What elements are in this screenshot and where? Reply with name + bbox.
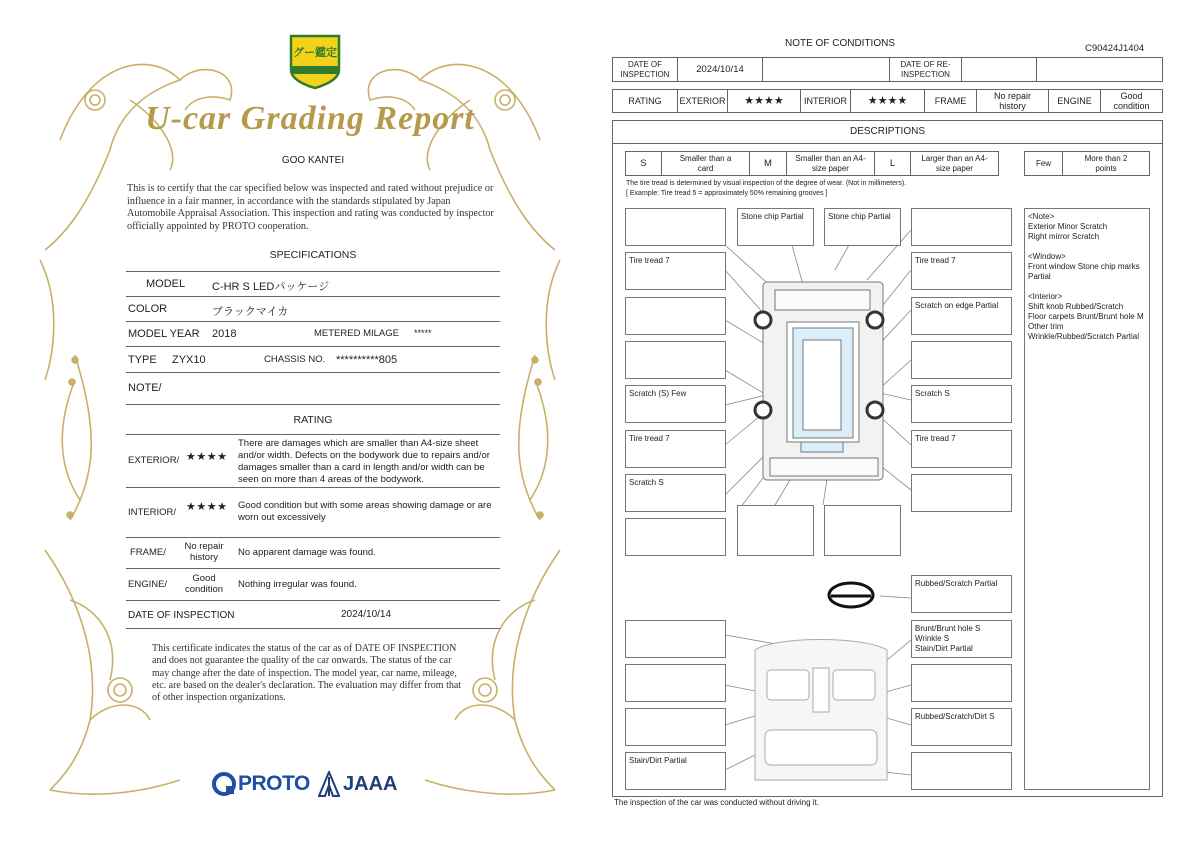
- legend-key-l: L: [874, 151, 911, 176]
- engine-label: ENGINE: [1048, 89, 1101, 113]
- exterior-box-right-6: Tire tread 7: [911, 430, 1012, 468]
- engine-value: Good condition: [184, 573, 224, 595]
- spec-row-model-year: [126, 321, 500, 347]
- rating-row-exterior: [126, 435, 500, 488]
- interior-box-left-1: [625, 620, 726, 658]
- exterior-box-bottom-mid-right: [824, 505, 901, 556]
- date-reinspection-label: DATE OF RE-INSPECTION: [889, 57, 962, 82]
- note-of-conditions-sheet: [605, 0, 1195, 848]
- spec-row-note: [126, 372, 500, 405]
- spec-row-model: [126, 271, 500, 297]
- exterior-stars: ★★★★: [186, 451, 228, 463]
- interior-stars: ★★★★: [850, 89, 925, 113]
- frame-label: FRAME: [924, 89, 977, 113]
- specs-heading: SPECIFICATIONS: [269, 249, 357, 261]
- steering-wheel-icon: [829, 583, 873, 607]
- descriptions-heading: DESCRIPTIONS: [612, 120, 1163, 144]
- goo-kantei-badge: [287, 32, 343, 90]
- engine-desc: Nothing irregular was found.: [238, 579, 357, 590]
- legend-key-s: S: [625, 151, 662, 176]
- tire-note-2: [ Example: Tire tread 5 = approximately 50% remaining grooves ]: [626, 190, 828, 197]
- exterior-box-top-mid-left: Stone chip Partial: [737, 208, 814, 246]
- notes-box: <Note> Exterior Minor Scratch Right mirror Scratch <Window> Front window Stone chip marks Partial <Interior> Shift knob Rubbed/Scratch Floor carpets Brunt/Brunt hole M Other trim Wrinkle/Rubbed/Scratch Partial: [1024, 208, 1150, 790]
- chassis-value: **********805: [336, 354, 398, 366]
- subtitle: GOO KANTEI: [281, 155, 345, 166]
- interior-label: INTERIOR/: [128, 507, 177, 518]
- shield-icon: [287, 32, 343, 90]
- note-label: NOTE/: [128, 382, 162, 394]
- tire-note-1: The tire tread is determined by visual inspection of the degree of wear. (Not in millimeters).: [626, 180, 907, 187]
- legend-key-m: M: [749, 151, 787, 176]
- metered-label: METERED MILAGE: [314, 328, 399, 339]
- legend-key-few: Few: [1024, 151, 1063, 176]
- frame-label: FRAME/: [130, 547, 166, 558]
- date-inspection-label: DATE OF INSPECTION: [612, 57, 678, 82]
- exterior-label: EXTERIOR: [677, 89, 728, 113]
- spec-row-color: [126, 296, 500, 322]
- date-inspection-value: 2024/10/14: [677, 57, 763, 82]
- jaaa-logo: [318, 770, 397, 798]
- model-year-value: 2018: [212, 328, 237, 340]
- metered-value: *****: [414, 328, 432, 338]
- interior-box-right-2: [911, 664, 1012, 702]
- proto-mark-icon: [212, 772, 236, 796]
- exterior-box-left-4: [625, 341, 726, 379]
- exterior-box-right-2: Tire tread 7: [911, 252, 1012, 290]
- exterior-box-right-4: [911, 341, 1012, 379]
- exterior-stars: ★★★★: [727, 89, 801, 113]
- model-year-label: MODEL YEAR: [128, 328, 200, 340]
- spec-row-type: [126, 347, 500, 373]
- model-label: MODEL: [146, 278, 186, 290]
- exterior-box-right-7: [911, 474, 1012, 512]
- sheet-footer: The inspection of the car was conducted without driving it.: [614, 798, 819, 807]
- exterior-box-right-5: Scratch S: [911, 385, 1012, 423]
- color-value: ブラックマイカ: [212, 306, 289, 318]
- interior-box-left-last: Stain/Dirt Partial: [625, 752, 726, 790]
- chassis-label: CHASSIS NO.: [264, 354, 326, 365]
- jaaa-text: JAAA: [343, 772, 398, 795]
- rating-heading: RATING: [293, 414, 333, 426]
- specs-top-rule: [126, 246, 500, 272]
- interior-label: INTERIOR: [800, 89, 851, 113]
- intro-text: This is to certify that the car specified below was inspected and rated without prejudice or influence in a fair manner, in accordance with the standards stipulated by Japan Automobile Appraisal Association. This inspection and rating was conducted by inspector officially appointed by PROTO cooperation.: [127, 183, 494, 232]
- engine-value: Good condition: [1100, 89, 1163, 113]
- exterior-box-left-3: [625, 297, 726, 335]
- jaaa-mark-icon: [318, 771, 340, 797]
- interior-box-right-last: [911, 752, 1012, 790]
- sheet-title: NOTE OF CONDITIONS: [785, 38, 895, 49]
- exterior-box-left-8: [625, 518, 726, 556]
- exterior-box-left-1: [625, 208, 726, 246]
- interior-stars: ★★★★: [186, 501, 228, 513]
- exterior-box-bottom-mid-left: [737, 505, 814, 556]
- exterior-box-left-7: Scratch S: [625, 474, 726, 512]
- exterior-box-top-mid-right: Stone chip Partial: [824, 208, 901, 246]
- interior-box-left-2: [625, 664, 726, 702]
- exterior-box-left-2: Tire tread 7: [625, 252, 726, 290]
- exterior-label: EXTERIOR/: [128, 455, 180, 466]
- rating-row-frame: [126, 538, 500, 569]
- rating-label: RATING: [612, 89, 678, 113]
- frame-value: No repair history: [976, 89, 1049, 113]
- legend-text-l: Larger than an A4-size paper: [910, 151, 999, 176]
- interior-desc: Good condition but with some areas showing damage or are worn out excessively: [238, 500, 492, 523]
- legend-text-s: Smaller than a card: [661, 151, 750, 176]
- rating-row-date: [126, 601, 500, 629]
- exterior-box-right-3: Scratch on edge Partial: [911, 297, 1012, 335]
- exterior-desc: There are damages which are smaller than A4-size sheet and/or width. Defects on the bodywork due to repairs and/or damages smaller than a card in length and/or width can be seen on more than 4 areas of the bodywork.: [238, 438, 490, 485]
- date-label: DATE OF INSPECTION: [128, 610, 235, 621]
- engine-label: ENGINE/: [128, 579, 168, 590]
- interior-box-front-seat: Brunt/Brunt hole S Wrinkle S Stain/Dirt Partial: [911, 620, 1012, 658]
- legend-text-few: More than 2 points: [1062, 151, 1150, 176]
- type-label: TYPE: [128, 354, 157, 366]
- frame-desc: No apparent damage was found.: [238, 547, 376, 558]
- color-label: COLOR: [128, 303, 168, 315]
- doc-id: C90424J1404: [1085, 43, 1145, 54]
- script-title: U-car Grading Report: [145, 100, 475, 137]
- rating-row-engine: [126, 569, 500, 601]
- proto-logo: [212, 770, 310, 798]
- badge-text: グー鑑定: [293, 47, 337, 59]
- exterior-box-left-6: Tire tread 7: [625, 430, 726, 468]
- rating-row-interior: [126, 488, 500, 538]
- footer-note: This certificate indicates the status of the car as of DATE OF INSPECTION and does not guarantee the quality of the car onwards. The status of the car may change after the date of inspection. The model year, car name, mileage, etc. are based on the dealer's declaration. The evaluation may differ from that of other inspection organizations.: [152, 643, 462, 704]
- exterior-box-right-1: [911, 208, 1012, 246]
- exterior-box-left-5: Scratch (S) Few: [625, 385, 726, 423]
- interior-box-steering: Rubbed/Scratch Partial: [911, 575, 1012, 613]
- interior-box-left-3: [625, 708, 726, 746]
- model-value: C-HR S LEDパッケージ: [212, 281, 330, 293]
- interior-box-rear: Rubbed/Scratch/Dirt S: [911, 708, 1012, 746]
- type-value: ZYX10: [172, 354, 206, 366]
- date-value: 2024/10/14: [341, 609, 392, 620]
- frame-value: No repair history: [184, 541, 224, 563]
- proto-text: PROTO: [238, 772, 310, 795]
- legend-text-m: Smaller than an A4-size paper: [786, 151, 875, 176]
